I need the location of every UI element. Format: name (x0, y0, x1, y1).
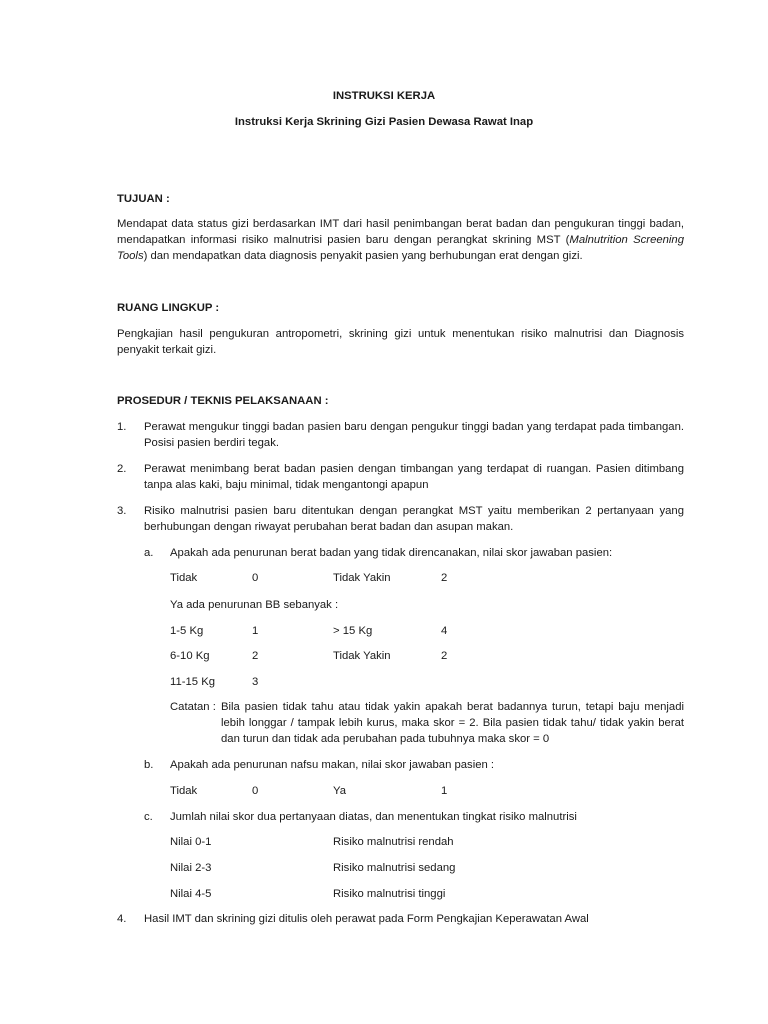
section-heading-prosedur: PROSEDUR / TEKNIS PELAKSANAAN : (117, 395, 329, 407)
risk-level: Risiko malnutrisi tinggi (333, 888, 446, 900)
list-item-number: 1. (117, 421, 127, 433)
score-label: Ya (333, 785, 346, 797)
score-value: 1 (252, 625, 259, 637)
tujuan-text-1: Mendapat data status gizi berdasarkan IMT dari hasil penimbangan berat badan dan pengukuran tinggi badan, mendapatkan informasi risiko malnutrisi pasien baru dengan perangkat skrining MST ( (117, 218, 684, 246)
score-label: Tidak (170, 572, 198, 584)
score-label: 1-5 Kg (170, 625, 204, 637)
score-label: Tidak Yakin (333, 650, 391, 662)
score-label: > 15 Kg (333, 625, 373, 637)
tujuan-paragraph (117, 216, 684, 264)
sub-item-letter: c. (144, 811, 153, 823)
score-value: 0 (252, 572, 259, 584)
list-item-text: Perawat mengukur tinggi badan pasien baru dengan pengukur tinggi badan yang terdapat pada timbangan. Posisi pasien berdiri tegak. (144, 421, 684, 449)
risk-level: Risiko malnutrisi sedang (333, 862, 456, 874)
ruang-lingkup-paragraph: Pengkajian hasil pengukuran antropometri, skrining gizi untuk menentukan risiko malnutrisi dan Diagnosis penyakit terkait gizi. (117, 328, 684, 356)
sub-item-text: Apakah ada penurunan berat badan yang tidak direncanakan, nilai skor jawaban pasien: (170, 547, 613, 559)
score-label: 11-15 Kg (170, 676, 216, 688)
score-value: 2 (252, 650, 259, 662)
catatan-text: Bila pasien tidak tahu atau tidak yakin apakah berat badannya turun, tetapi baju menjadi lebih longgar / tampak lebih kurus, maka skor = 2. Bila pasien tidak tahu/ tidak yakin berat dan turun dan tidak ada perubahan pada tubuhnya maka skor = 0 (221, 701, 684, 745)
document-subtitle: Instruksi Kerja Skrining Gizi Pasien Dewasa Rawat Inap (234, 116, 534, 128)
risk-score-range: Nilai 4-5 (170, 888, 212, 900)
document-title: INSTRUKSI KERJA (332, 90, 436, 102)
list-item-text: Perawat menimbang berat badan pasien dengan timbangan yang terdapat di ruangan. Pasien ditimbang tanpa alas kaki, baju minimal, tidak mengantongi apapun (144, 463, 684, 491)
score-value: 3 (252, 676, 259, 688)
penurunan-label: Ya ada penurunan BB sebanyak : (170, 599, 339, 611)
list-item-number: 2. (117, 463, 127, 475)
catatan-label: Catatan : (170, 701, 216, 713)
section-heading-tujuan: TUJUAN : (117, 193, 170, 205)
score-value: 2 (441, 572, 448, 584)
tujuan-text-2: ) dan mendapatkan data diagnosis penyakit pasien yang berhubungan erat dengan gizi. (143, 250, 583, 262)
sub-item-text: Jumlah nilai skor dua pertanyaan diatas, dan menentukan tingkat risiko malnutrisi (170, 811, 577, 823)
risk-level: Risiko malnutrisi rendah (333, 836, 454, 848)
section-heading-ruang-lingkup: RUANG LINGKUP : (117, 302, 220, 314)
list-item-number: 4. (117, 913, 127, 925)
risk-score-range: Nilai 0-1 (170, 836, 212, 848)
score-value: 1 (441, 785, 448, 797)
score-label: Tidak Yakin (333, 572, 391, 584)
score-value: 4 (441, 625, 448, 637)
list-item-number: 3. (117, 505, 127, 517)
sub-item-text: Apakah ada penurunan nafsu makan, nilai skor jawaban pasien : (170, 759, 495, 771)
list-item-text: Hasil IMT dan skrining gizi ditulis oleh perawat pada Form Pengkajian Keperawatan Awal (144, 913, 589, 925)
risk-score-range: Nilai 2-3 (170, 862, 212, 874)
sub-item-letter: b. (144, 759, 154, 771)
score-label: Tidak (170, 785, 198, 797)
sub-item-letter: a. (144, 547, 154, 559)
list-item-text: Risiko malnutrisi pasien baru ditentukan dengan perangkat MST yaitu memberikan 2 pertanyaan yang berhubungan dengan riwayat perubahan berat badan dan asupan makan. (144, 505, 684, 533)
score-value: 0 (252, 785, 259, 797)
score-label: 6-10 Kg (170, 650, 210, 662)
tujuan-text-italic: Malnutrition Screening Tools (117, 234, 684, 262)
score-value: 2 (441, 650, 448, 662)
